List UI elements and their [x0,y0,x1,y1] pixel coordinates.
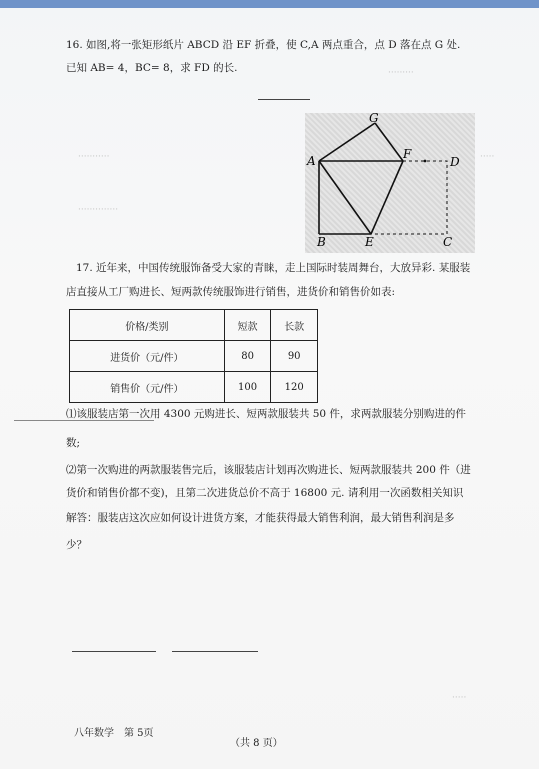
label-f: F [403,147,412,161]
segment-ae [319,161,371,234]
table-cell: 80 [224,341,271,372]
table-cell: 销售价（元/件） [70,372,225,403]
segment-gf [375,123,403,161]
table-header-row [70,310,318,341]
bleed-through-text: ····· [452,693,467,703]
part-2-text-line2: 货价和销售价都不变)，且第二次进货总价不高于 16800 元. 请利用一次函数相关知识 [66,487,464,499]
page-footer-left: 八年数学 第 5页 [74,728,154,739]
table-row [70,372,318,403]
answer-rule [172,651,258,652]
question-16-text-line2: 已知 AB= 4，BC= 8，求 FD 的长. [66,62,238,74]
geometry-diagram [305,113,475,253]
answer-rule [72,651,156,652]
point-marker [424,160,427,163]
price-table [69,309,318,403]
segment-ag [319,123,375,161]
answer-rule [258,99,310,100]
question-17-text-line2: 店直接从工厂购进长、短两款传统服饰进行销售，进货价和销售价如表: [66,286,396,298]
label-a: A [307,154,316,168]
folding-rectangle-figure [305,113,475,253]
table-header-cell: 价格/类别 [70,310,225,341]
fold-line-ef [371,161,403,234]
label-e: E [365,235,374,249]
part-2-text-line4: 少？ [66,539,87,551]
bleed-through-text: ········· [388,68,414,78]
bleed-through-text: ··········· [78,152,110,162]
label-g: G [369,113,379,125]
part-1-text-line2: 数; [66,437,81,449]
part-2-text-line1: ⑵第一次购进的两款服装售完后，该服装店计划再次购进长、短两款服装共 200 件（进 [66,464,471,476]
part-2-text-line3: 解答：服装店这次应如何设计进货方案，才能获得最大销售利润，最大销售利润是多 [66,512,455,524]
label-c: C [443,235,453,249]
bleed-through-text: ····· [480,152,495,162]
table-header-cell: 短款 [224,310,271,341]
label-d: D [450,155,460,169]
rectangle-abcd-outline [319,161,447,234]
question-16-text-line1: 16. 如图,将一张矩形纸片 ABCD 沿 EF 折叠，使 C,A 两点重合，点 D 落在点 G 处. [66,39,461,51]
table-cell: 120 [271,372,318,403]
table-cell: 进货价（元/件） [70,341,225,372]
label-b: B [317,235,326,249]
window-top-bar [0,0,539,8]
table-row [70,341,318,372]
question-17-text-line1: 17. 近年来，中国传统服饰备受大家的青睐，走上国际时装周舞台，大放异彩. 某服装 [76,262,471,274]
part-1-text-line1: ⑴该服装店第一次用 4300 元购进长、短两款服装共 50 件，求两款服装分别购进的件 [66,408,466,420]
bleed-through-text: ·············· [78,205,119,215]
page-footer-center: （共 8 页） [230,738,283,749]
table-cell: 100 [224,372,271,403]
table-header-cell: 长款 [271,310,318,341]
table-cell: 90 [271,341,318,372]
